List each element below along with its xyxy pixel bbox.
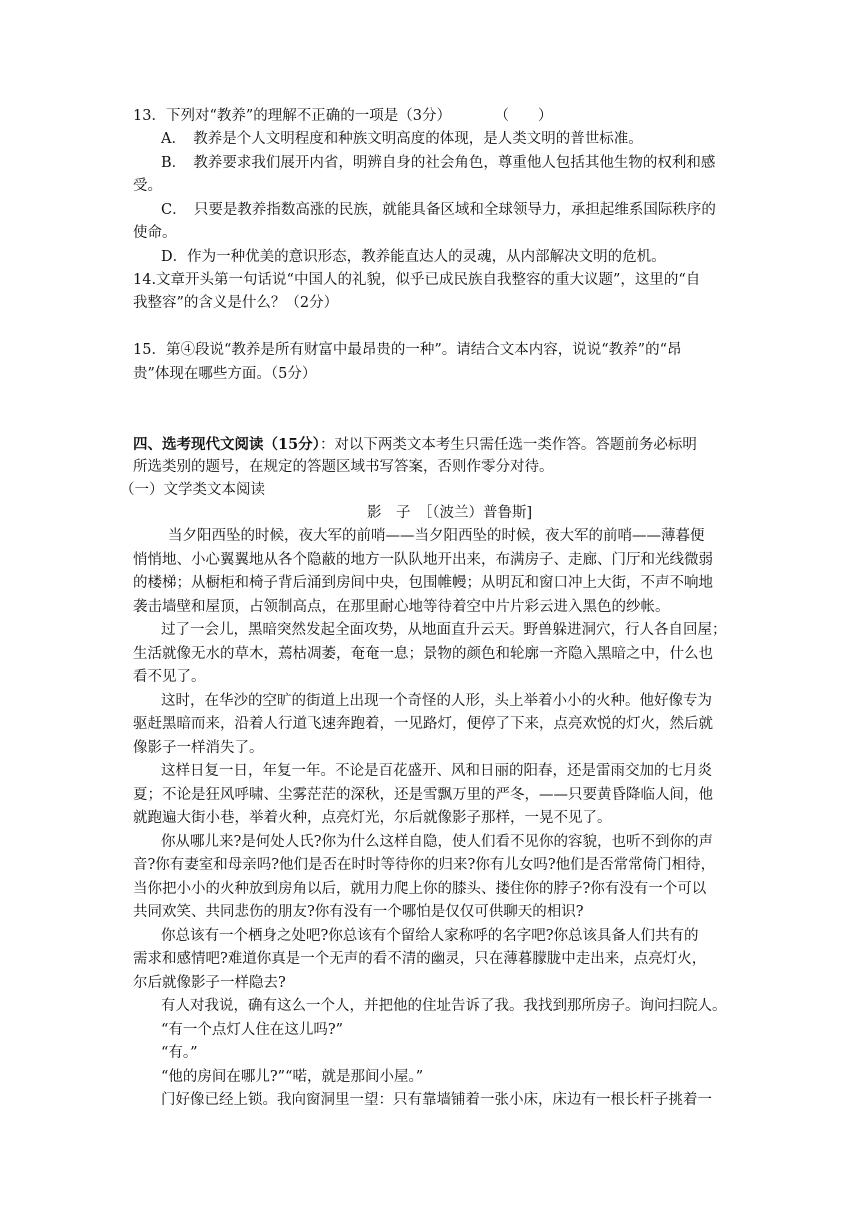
passage-line: 夏；不论是狂风呼啸、尘雾茫茫的深秋，还是雪飘万里的严冬，——只要黄昏降临人间，他 xyxy=(133,786,713,803)
passage-line: 这样日复一日，年复一年。不论是百花盛开、风和日丽的阳春，还是雷雨交加的七月炎 xyxy=(161,763,712,779)
section4-heading-bold: 四、选考现代文阅读（15分） xyxy=(133,436,320,453)
q15-line1: 15．第④段说“教养是所有财富中最昂贵的一种”。请结合文本内容，说说“教养”的“昂 xyxy=(133,342,682,358)
passage-line: 袭击墙壁和屋顶，占领制高点，在那里耐心地等待着空中片片彩云进入黑色的纱帐。 xyxy=(133,598,670,615)
passage-line: 你从哪儿来?是何处人氏?你为什么这样自隐，使人们看不见你的容貌，也听不到你的声 xyxy=(161,833,714,850)
section4-heading xyxy=(133,433,697,457)
q13-option-c-line1: C． 只要是教养指数高涨的民族，就能具备区域和全球领导力，承担起维系国际秩序的 xyxy=(161,202,716,218)
section4-heading-rest: ：对以下两类文本考生只需任选一类作答。答题前务必标明 xyxy=(319,437,697,453)
q13-option-a: A． 教养是个人文明程度和种族文明高度的体现，是人类文明的普世标准。 xyxy=(161,131,643,147)
subsection-label: （一）文学类文本阅读 xyxy=(120,482,265,498)
passage-line: 生活就像无水的草木，蔫枯凋萎，奄奄一息；景物的颜色和轮廓一齐隐入黑暗之中，什么也 xyxy=(133,645,713,662)
passage-line: 悄悄地、小心翼翼地从各个隐蔽的地方一队队地开出来，布满房子、走廊、门厅和光线微弱 xyxy=(133,551,713,568)
q14-line2: 我整容”的含义是什么？（2分） xyxy=(133,295,339,311)
q13-option-d: D．作为一种优美的意识形态，教养能直达人的灵魂，从内部解决文明的危机。 xyxy=(161,249,666,265)
q13-option-b-line2: 受。 xyxy=(133,178,162,194)
q13-option-c-line2: 使命。 xyxy=(133,225,177,241)
passage-line: 尔后就像影子一样隐去? xyxy=(133,974,286,991)
passage-line: 当你把小小的火种放到房角以后，就用力爬上你的膝头、搂住你的脖子?你有没有一个可以 xyxy=(133,880,707,897)
passage-line: 驱赶黑暗而来，沿着人行道飞速奔跑着，一见路灯，便停了下来，点亮欢悦的灯火，然后就 xyxy=(133,716,713,732)
passage-line: 门好像已经上锁。我向窗洞里一望：只有靠墙铺着一张小床，床边有一根长杆子挑着一 xyxy=(161,1092,712,1108)
passage-line: “有。” xyxy=(161,1045,198,1061)
passage-line: 就跑遍大街小巷，举着火种，点亮灯光，尔后就像影子那样，一晃不见了。 xyxy=(133,810,612,826)
passage-line: 你总该有一个栖身之处吧?你总该有个留给人家称呼的名字吧?你总该具备人们共有的 xyxy=(161,927,699,944)
q13-stem: 13．下列对“教养”的理解不正确的一项是（3分） （ ） xyxy=(133,108,553,124)
passage-line: 有人对我说，确有这么一个人，并把他的住址告诉了我。我找到那所房子。询问扫院人。 xyxy=(161,998,727,1014)
passage-line: “他的房间在哪儿?”“喏，就是那间小屋。” xyxy=(161,1068,424,1085)
section4-heading-line2: 所选类别的题号，在规定的答题区域书写答案，否则作零分对待。 xyxy=(133,459,554,475)
passage-line: 音?你有妻室和母亲吗?他们是否在时时等待你的归来?你有儿女吗?他们是否常常倚门相待， xyxy=(133,857,716,873)
passage-line: 需求和感情吧?难道你真是一个无声的看不清的幽灵，只在薄暮朦胧中走出来，点亮灯火， xyxy=(133,951,707,967)
passage-line: 看不见了。 xyxy=(133,669,206,685)
q15-line2: 贵”体现在哪些方面。（5分） xyxy=(133,366,317,382)
passage-line: 的楼梯；从橱柜和椅子背后涌到房间中央，包围帷幔；从明瓦和窗口冲上大街，不声不响地 xyxy=(133,575,713,591)
passage-line: “有一个点灯人住在这儿吗?” xyxy=(161,1021,344,1038)
q13-option-b-line1: B． 教养要求我们展开内省，明辨自身的社会角色，尊重他人包括其他生物的权利和感 xyxy=(161,155,716,171)
passage-line: 像影子一样消失了。 xyxy=(133,739,264,756)
passage-line: 当夕阳西坠的时候，夜大军的前哨——当夕阳西坠的时候，夜大军的前哨——薄暮便 xyxy=(168,528,705,544)
passage-title: 影 子 ［（波兰）普鲁斯] xyxy=(367,505,533,521)
passage-line: 过了一会儿，黑暗突然发起全面攻势，从地面直升云天。野兽躲进洞穴，行人各自回屋； xyxy=(161,622,727,638)
passage-line: 这时，在华沙的空旷的街道上出现一个奇怪的人形，头上举着小小的火种。他好像专为 xyxy=(161,692,712,709)
q14-line1: 14.文章开头第一句话说“中国人的礼貌，似乎已成民族自我整容的重大议题”，这里的“自 xyxy=(133,272,701,288)
passage-line: 共同欢笑、共同悲伤的朋友?你有没有一个哪怕是仅仅可供聊天的相识? xyxy=(133,904,584,920)
